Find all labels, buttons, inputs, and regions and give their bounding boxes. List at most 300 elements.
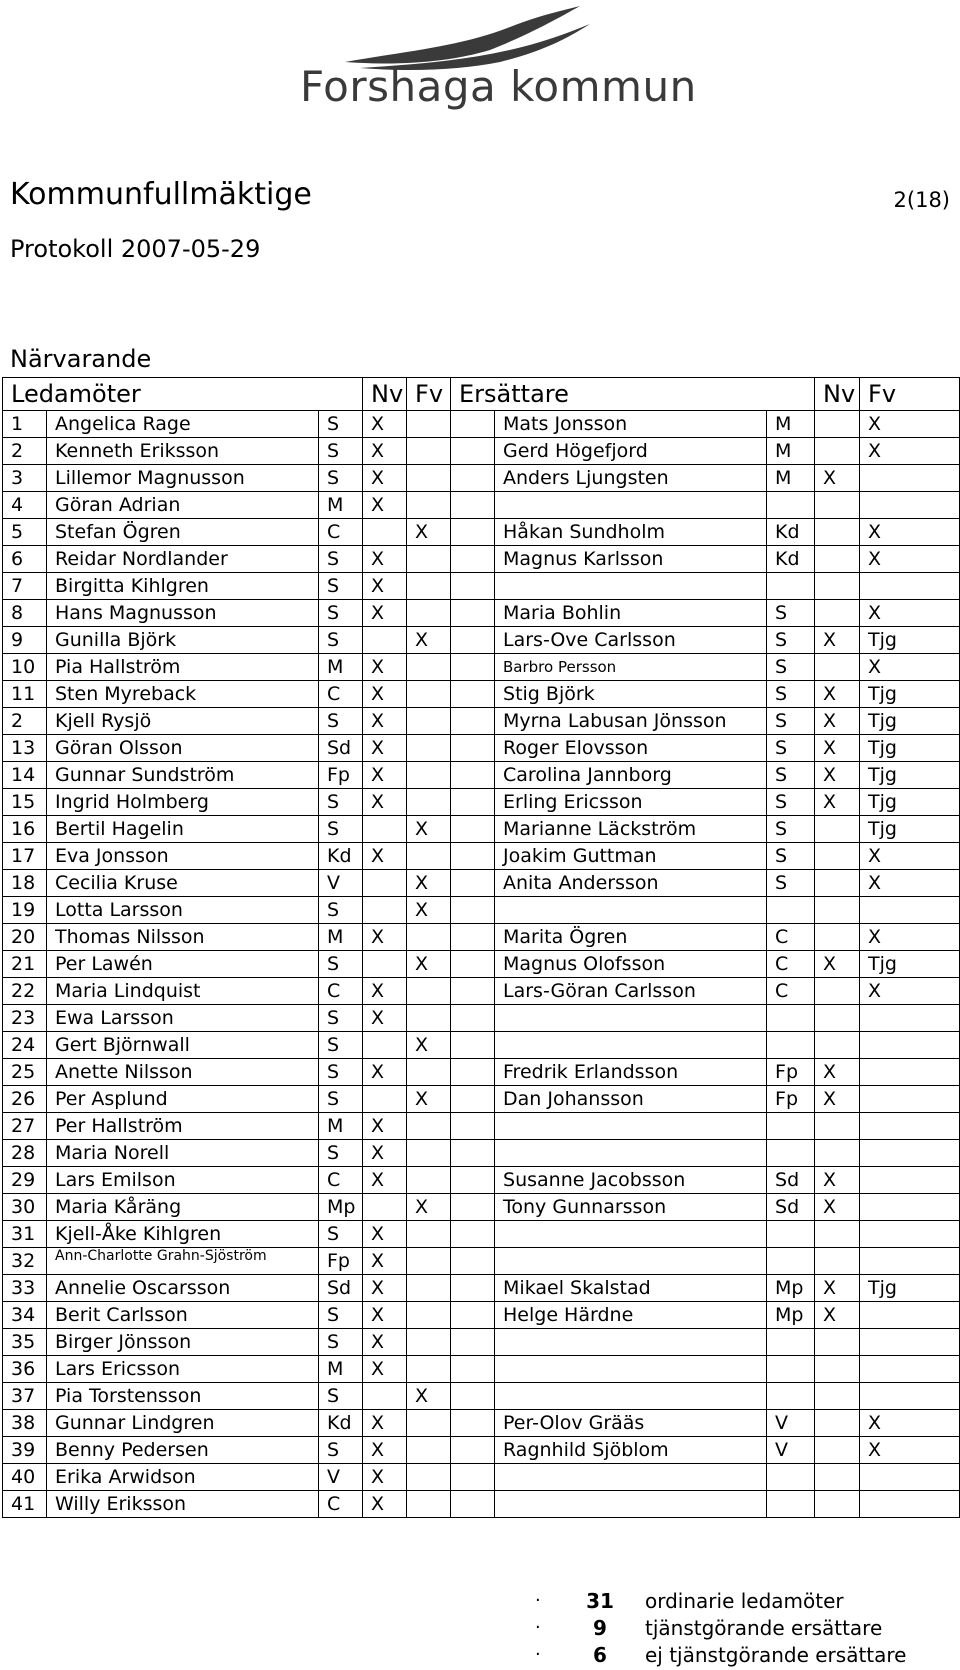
- table-header-row: [3, 378, 960, 411]
- member-party: V: [319, 870, 363, 897]
- table-row: [3, 978, 960, 1005]
- spacer: [451, 951, 495, 978]
- member-party: M: [319, 1113, 363, 1140]
- member-name: Lotta Larsson: [47, 897, 319, 924]
- member-number: 34: [3, 1302, 47, 1329]
- spacer: [451, 843, 495, 870]
- substitute-nv: [815, 1329, 860, 1356]
- substitute-fv: X: [860, 600, 960, 627]
- table-row: [3, 816, 960, 843]
- substitute-party: V: [767, 1437, 815, 1464]
- substitute-name: [495, 1329, 767, 1356]
- member-nv: X: [363, 1410, 407, 1437]
- substitute-name: Lars-Ove Carlsson: [495, 627, 767, 654]
- substitute-name: Per-Olov Grääs: [495, 1410, 767, 1437]
- substitute-party: [767, 1113, 815, 1140]
- member-fv: [407, 465, 451, 492]
- member-fv: [407, 1302, 451, 1329]
- substitute-name: Carolina Jannborg: [495, 762, 767, 789]
- member-nv: X: [363, 1491, 407, 1518]
- member-party: S: [319, 465, 363, 492]
- member-name: Pia Hallström: [47, 654, 319, 681]
- member-number: 4: [3, 492, 47, 519]
- spacer: [451, 573, 495, 600]
- substitute-fv: [860, 465, 960, 492]
- table-row: [3, 600, 960, 627]
- header-sub-nv: Nv: [815, 378, 860, 411]
- substitute-fv: X: [860, 519, 960, 546]
- bullet-icon: ·: [535, 1644, 541, 1665]
- page-title: Kommunfullmäktige: [10, 177, 312, 212]
- member-nv: X: [363, 654, 407, 681]
- substitute-name: [495, 1464, 767, 1491]
- member-fv: X: [407, 1383, 451, 1410]
- substitute-party: Sd: [767, 1194, 815, 1221]
- member-name: Kjell Rysjö: [47, 708, 319, 735]
- summary-item: [535, 1641, 906, 1668]
- member-party: S: [319, 1032, 363, 1059]
- substitute-nv: [815, 870, 860, 897]
- substitute-fv: X: [860, 438, 960, 465]
- substitute-nv: [815, 1437, 860, 1464]
- substitute-name: Helge Härdne: [495, 1302, 767, 1329]
- substitute-nv: [815, 897, 860, 924]
- member-nv: X: [363, 924, 407, 951]
- table-row: [3, 735, 960, 762]
- substitute-nv: X: [815, 1194, 860, 1221]
- substitute-nv: X: [815, 1275, 860, 1302]
- substitute-fv: X: [860, 546, 960, 573]
- member-name: Lillemor Magnusson: [47, 465, 319, 492]
- substitute-fv: X: [860, 870, 960, 897]
- substitute-party: [767, 573, 815, 600]
- substitute-name: [495, 1491, 767, 1518]
- member-number: 11: [3, 681, 47, 708]
- substitute-nv: [815, 519, 860, 546]
- member-fv: [407, 438, 451, 465]
- substitute-nv: [815, 411, 860, 438]
- substitute-fv: [860, 1329, 960, 1356]
- substitute-party: Fp: [767, 1059, 815, 1086]
- member-party: Kd: [319, 843, 363, 870]
- member-fv: [407, 681, 451, 708]
- spacer: [451, 1167, 495, 1194]
- member-name: Benny Pedersen: [47, 1437, 319, 1464]
- member-fv: [407, 1329, 451, 1356]
- member-fv: X: [407, 870, 451, 897]
- substitute-party: S: [767, 735, 815, 762]
- substitute-fv: [860, 1140, 960, 1167]
- substitute-nv: X: [815, 762, 860, 789]
- substitute-party: [767, 492, 815, 519]
- member-nv: X: [363, 1437, 407, 1464]
- substitute-fv: [860, 1167, 960, 1194]
- substitute-name: Susanne Jacobsson: [495, 1167, 767, 1194]
- member-name: Cecilia Kruse: [47, 870, 319, 897]
- member-name: Birgitta Kihlgren: [47, 573, 319, 600]
- table-row: [3, 492, 960, 519]
- member-party: S: [319, 1383, 363, 1410]
- member-party: S: [319, 1059, 363, 1086]
- spacer: [451, 681, 495, 708]
- substitute-party: C: [767, 951, 815, 978]
- spacer: [451, 519, 495, 546]
- substitute-name: Fredrik Erlandsson: [495, 1059, 767, 1086]
- table-row: [3, 1356, 960, 1383]
- substitute-fv: X: [860, 978, 960, 1005]
- member-party: S: [319, 411, 363, 438]
- member-name: Bertil Hagelin: [47, 816, 319, 843]
- substitute-nv: [815, 1356, 860, 1383]
- substitute-nv: X: [815, 465, 860, 492]
- substitute-nv: [815, 492, 860, 519]
- substitute-fv: [860, 1302, 960, 1329]
- member-name: Reidar Nordlander: [47, 546, 319, 573]
- member-name: Maria Kåräng: [47, 1194, 319, 1221]
- member-party: S: [319, 816, 363, 843]
- substitute-name: [495, 897, 767, 924]
- table-row: [3, 1194, 960, 1221]
- substitute-fv: [860, 1113, 960, 1140]
- substitute-name: [495, 1113, 767, 1140]
- table-row: [3, 1248, 960, 1275]
- member-name: Stefan Ögren: [47, 519, 319, 546]
- member-party: S: [319, 1086, 363, 1113]
- spacer: [451, 492, 495, 519]
- member-number: 21: [3, 951, 47, 978]
- substitute-fv: Tjg: [860, 627, 960, 654]
- substitute-nv: [815, 1410, 860, 1437]
- substitute-fv: Tjg: [860, 816, 960, 843]
- member-party: S: [319, 546, 363, 573]
- header-members: Ledamöter: [3, 378, 363, 411]
- member-nv: X: [363, 1113, 407, 1140]
- member-party: V: [319, 1464, 363, 1491]
- substitute-party: S: [767, 654, 815, 681]
- member-number: 41: [3, 1491, 47, 1518]
- spacer: [451, 1356, 495, 1383]
- spacer: [451, 600, 495, 627]
- member-number: 3: [3, 465, 47, 492]
- table-row: [3, 1086, 960, 1113]
- substitute-name: Magnus Olofsson: [495, 951, 767, 978]
- table-row: [3, 438, 960, 465]
- member-number: 10: [3, 654, 47, 681]
- substitute-fv: Tjg: [860, 708, 960, 735]
- substitute-party: V: [767, 1410, 815, 1437]
- substitute-fv: X: [860, 411, 960, 438]
- member-nv: [363, 1086, 407, 1113]
- member-nv: X: [363, 1464, 407, 1491]
- substitute-party: Fp: [767, 1086, 815, 1113]
- member-nv: X: [363, 1005, 407, 1032]
- member-number: 1: [3, 411, 47, 438]
- substitute-nv: X: [815, 627, 860, 654]
- member-fv: [407, 1275, 451, 1302]
- member-nv: X: [363, 1248, 407, 1275]
- header-fv: Fv: [407, 378, 451, 411]
- spacer: [451, 438, 495, 465]
- member-party: S: [319, 1302, 363, 1329]
- member-fv: [407, 546, 451, 573]
- substitute-fv: [860, 1464, 960, 1491]
- summary-count: 31: [586, 1588, 614, 1613]
- substitute-fv: [860, 1032, 960, 1059]
- spacer: [451, 1302, 495, 1329]
- spacer: [451, 1248, 495, 1275]
- member-party: Sd: [319, 735, 363, 762]
- member-fv: X: [407, 1086, 451, 1113]
- substitute-fv: [860, 897, 960, 924]
- substitute-nv: [815, 573, 860, 600]
- substitute-name: Magnus Karlsson: [495, 546, 767, 573]
- substitute-party: Mp: [767, 1302, 815, 1329]
- member-name: Ingrid Holmberg: [47, 789, 319, 816]
- member-nv: [363, 1194, 407, 1221]
- member-nv: X: [363, 492, 407, 519]
- member-number: 31: [3, 1221, 47, 1248]
- member-name: Gert Björnwall: [47, 1032, 319, 1059]
- substitute-fv: X: [860, 1437, 960, 1464]
- member-nv: X: [363, 1302, 407, 1329]
- member-nv: X: [363, 735, 407, 762]
- member-number: 28: [3, 1140, 47, 1167]
- member-nv: X: [363, 465, 407, 492]
- member-number: 30: [3, 1194, 47, 1221]
- member-party: S: [319, 951, 363, 978]
- substitute-party: [767, 1140, 815, 1167]
- member-name: Gunnar Lindgren: [47, 1410, 319, 1437]
- spacer: [451, 1140, 495, 1167]
- substitute-party: S: [767, 870, 815, 897]
- spacer: [451, 627, 495, 654]
- spacer: [451, 1086, 495, 1113]
- member-number: 17: [3, 843, 47, 870]
- document-subtitle: Protokoll 2007-05-29: [10, 235, 261, 263]
- member-name: Anette Nilsson: [47, 1059, 319, 1086]
- spacer: [451, 735, 495, 762]
- summary-item: [535, 1614, 906, 1641]
- member-number: 36: [3, 1356, 47, 1383]
- spacer: [451, 1005, 495, 1032]
- substitute-party: M: [767, 465, 815, 492]
- member-party: S: [319, 1437, 363, 1464]
- substitute-name: Lars-Göran Carlsson: [495, 978, 767, 1005]
- member-number: 25: [3, 1059, 47, 1086]
- substitute-name: Joakim Guttman: [495, 843, 767, 870]
- summary-item: [535, 1587, 906, 1614]
- spacer: [451, 1059, 495, 1086]
- member-party: S: [319, 1005, 363, 1032]
- section-title: Närvarande: [10, 345, 152, 373]
- header-sub-fv: Fv: [860, 378, 960, 411]
- substitute-nv: [815, 1140, 860, 1167]
- member-fv: [407, 1437, 451, 1464]
- logo-text: Forshaga kommun: [300, 62, 697, 111]
- spacer: [451, 465, 495, 492]
- substitute-party: [767, 1221, 815, 1248]
- spacer: [451, 654, 495, 681]
- member-number: 32: [3, 1248, 47, 1275]
- member-name: Erika Arwidson: [47, 1464, 319, 1491]
- substitute-nv: X: [815, 1167, 860, 1194]
- substitute-nv: [815, 816, 860, 843]
- member-name: Berit Carlsson: [47, 1302, 319, 1329]
- member-name: Gunnar Sundström: [47, 762, 319, 789]
- member-name: Pia Torstensson: [47, 1383, 319, 1410]
- substitute-nv: [815, 654, 860, 681]
- table-row: [3, 762, 960, 789]
- substitute-party: M: [767, 438, 815, 465]
- member-party: Fp: [319, 762, 363, 789]
- substitute-fv: [860, 1194, 960, 1221]
- substitute-name: Marianne Läckström: [495, 816, 767, 843]
- spacer: [451, 924, 495, 951]
- member-name: Göran Adrian: [47, 492, 319, 519]
- member-number: 40: [3, 1464, 47, 1491]
- substitute-fv: [860, 1383, 960, 1410]
- member-party: S: [319, 438, 363, 465]
- attendance-summary: [535, 1587, 906, 1668]
- substitute-fv: [860, 492, 960, 519]
- substitute-fv: Tjg: [860, 951, 960, 978]
- member-number: 37: [3, 1383, 47, 1410]
- member-fv: [407, 1113, 451, 1140]
- table-row: [3, 681, 960, 708]
- table-row: [3, 1275, 960, 1302]
- substitute-fv: X: [860, 843, 960, 870]
- substitute-nv: X: [815, 681, 860, 708]
- member-nv: X: [363, 1329, 407, 1356]
- substitute-party: Mp: [767, 1275, 815, 1302]
- substitute-name: Håkan Sundholm: [495, 519, 767, 546]
- substitute-fv: [860, 1491, 960, 1518]
- substitute-fv: [860, 1221, 960, 1248]
- member-name: Eva Jonsson: [47, 843, 319, 870]
- member-fv: [407, 789, 451, 816]
- table-row: [3, 1383, 960, 1410]
- substitute-nv: [815, 924, 860, 951]
- member-number: 14: [3, 762, 47, 789]
- substitute-fv: [860, 1059, 960, 1086]
- spacer: [451, 1464, 495, 1491]
- summary-count: 6: [593, 1642, 607, 1667]
- spacer: [451, 1437, 495, 1464]
- member-fv: X: [407, 951, 451, 978]
- member-number: 39: [3, 1437, 47, 1464]
- member-fv: X: [407, 627, 451, 654]
- substitute-name: [495, 492, 767, 519]
- member-nv: X: [363, 681, 407, 708]
- member-nv: X: [363, 978, 407, 1005]
- spacer: [451, 1032, 495, 1059]
- spacer: [451, 1113, 495, 1140]
- table-row: [3, 924, 960, 951]
- table-row: [3, 1005, 960, 1032]
- table-row: [3, 546, 960, 573]
- table-row: [3, 1302, 960, 1329]
- substitute-name: Barbro Persson: [495, 654, 767, 681]
- substitute-name: Myrna Labusan Jönsson: [495, 708, 767, 735]
- member-number: 9: [3, 627, 47, 654]
- substitute-party: [767, 1383, 815, 1410]
- substitute-party: M: [767, 411, 815, 438]
- substitute-party: [767, 1491, 815, 1518]
- substitute-party: S: [767, 627, 815, 654]
- member-fv: [407, 573, 451, 600]
- member-number: 27: [3, 1113, 47, 1140]
- member-number: 5: [3, 519, 47, 546]
- member-number: 7: [3, 573, 47, 600]
- table-row: [3, 1032, 960, 1059]
- spacer: [451, 546, 495, 573]
- member-party: S: [319, 789, 363, 816]
- substitute-nv: [815, 600, 860, 627]
- substitute-fv: [860, 1356, 960, 1383]
- header-nv: Nv: [363, 378, 407, 411]
- substitute-nv: [815, 1383, 860, 1410]
- substitute-fv: Tjg: [860, 762, 960, 789]
- member-party: C: [319, 681, 363, 708]
- substitute-fv: X: [860, 1410, 960, 1437]
- table-row: [3, 708, 960, 735]
- member-nv: X: [363, 600, 407, 627]
- member-nv: X: [363, 1059, 407, 1086]
- member-party: S: [319, 573, 363, 600]
- member-party: S: [319, 1140, 363, 1167]
- member-number: 2: [3, 708, 47, 735]
- member-fv: X: [407, 1032, 451, 1059]
- member-name: Sten Myreback: [47, 681, 319, 708]
- member-name: Per Hallström: [47, 1113, 319, 1140]
- table-row: [3, 897, 960, 924]
- member-party: Fp: [319, 1248, 363, 1275]
- table-row: [3, 519, 960, 546]
- substitute-name: [495, 1383, 767, 1410]
- logo: [300, 2, 697, 122]
- member-number: 29: [3, 1167, 47, 1194]
- member-number: 19: [3, 897, 47, 924]
- member-nv: [363, 816, 407, 843]
- summary-label: ordinarie ledamöter: [645, 1588, 844, 1613]
- member-name: Birger Jönsson: [47, 1329, 319, 1356]
- bullet-icon: ·: [535, 1617, 541, 1638]
- substitute-nv: X: [815, 789, 860, 816]
- substitute-party: S: [767, 708, 815, 735]
- member-fv: [407, 1410, 451, 1437]
- member-number: 24: [3, 1032, 47, 1059]
- substitute-name: Erling Ericsson: [495, 789, 767, 816]
- member-name: Ewa Larsson: [47, 1005, 319, 1032]
- member-name: Lars Emilson: [47, 1167, 319, 1194]
- substitute-nv: [815, 843, 860, 870]
- member-party: S: [319, 1329, 363, 1356]
- member-party: M: [319, 654, 363, 681]
- member-nv: X: [363, 411, 407, 438]
- summary-count: 9: [593, 1615, 607, 1640]
- substitute-party: C: [767, 924, 815, 951]
- member-name: Ann-Charlotte Grahn-Sjöström: [47, 1248, 319, 1275]
- member-fv: [407, 1356, 451, 1383]
- member-nv: X: [363, 1275, 407, 1302]
- member-fv: [407, 843, 451, 870]
- substitute-name: Mats Jonsson: [495, 411, 767, 438]
- spacer: [451, 1329, 495, 1356]
- member-fv: [407, 708, 451, 735]
- member-fv: [407, 654, 451, 681]
- member-number: 13: [3, 735, 47, 762]
- member-number: 18: [3, 870, 47, 897]
